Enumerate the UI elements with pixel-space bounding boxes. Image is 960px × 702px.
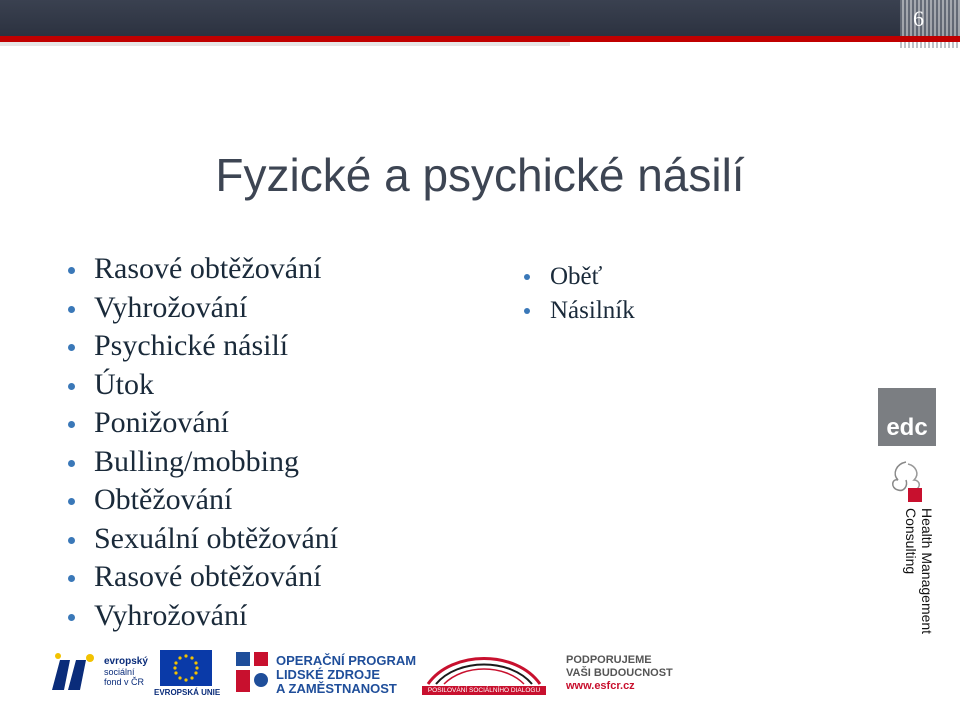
right-bullet-list (520, 260, 635, 328)
esf-text (104, 656, 148, 687)
edc-logo: edc (878, 388, 936, 446)
list-item: Rasové obtěžování (64, 558, 338, 597)
health-management-label: Health Management Consulting (903, 508, 935, 635)
list-item: Psychické násilí (64, 327, 338, 366)
eu-flag-icon (160, 650, 212, 686)
support-line: PODPORUJEME (566, 654, 652, 666)
op-line: LIDSKÉ ZDROJE (276, 667, 381, 682)
list-item: Oběť (520, 260, 635, 294)
esf-logo-icon (50, 650, 98, 694)
op-lzz-text (276, 654, 416, 696)
accent-shadow (0, 42, 570, 46)
list-item: Rasové obtěžování (64, 250, 338, 289)
left-bullet-list (64, 250, 338, 635)
op-line: OPERAČNÍ PROGRAM (276, 653, 417, 668)
list-item: Sexuální obtěžování (64, 520, 338, 559)
top-bar (0, 0, 960, 36)
footer-logos (50, 646, 730, 702)
slide-number: 6 (913, 6, 924, 31)
list-item: Vyhrožování (64, 597, 338, 636)
op-lzz-logo-icon (234, 650, 270, 694)
list-item: Útok (64, 366, 338, 405)
list-item: Vyhrožování (64, 289, 338, 328)
support-line: VAŠI BUDOUCNOST (566, 667, 673, 679)
list-item: Bulling/mobbing (64, 443, 338, 482)
eu-label: EVROPSKÁ UNIE (154, 688, 221, 697)
esf-line: fond v ČR (104, 677, 145, 687)
support-text (566, 654, 673, 693)
social-dialogue-label: POSILOVÁNÍ SOCIÁLNÍHO DIALOGU (422, 686, 546, 695)
esf-line: evropský (104, 656, 148, 667)
esf-url-link[interactable]: www.esfcr.cz (566, 680, 635, 692)
list-item: Ponižování (64, 404, 338, 443)
list-item: Obtěžování (64, 481, 338, 520)
op-line: A ZAMĚSTNANOST (276, 681, 397, 696)
health-management-logo-icon (886, 458, 926, 504)
slide-title: Fyzické a psychické násilí (215, 149, 745, 201)
list-item: Násilník (520, 294, 635, 328)
esf-line: sociální (104, 667, 135, 677)
